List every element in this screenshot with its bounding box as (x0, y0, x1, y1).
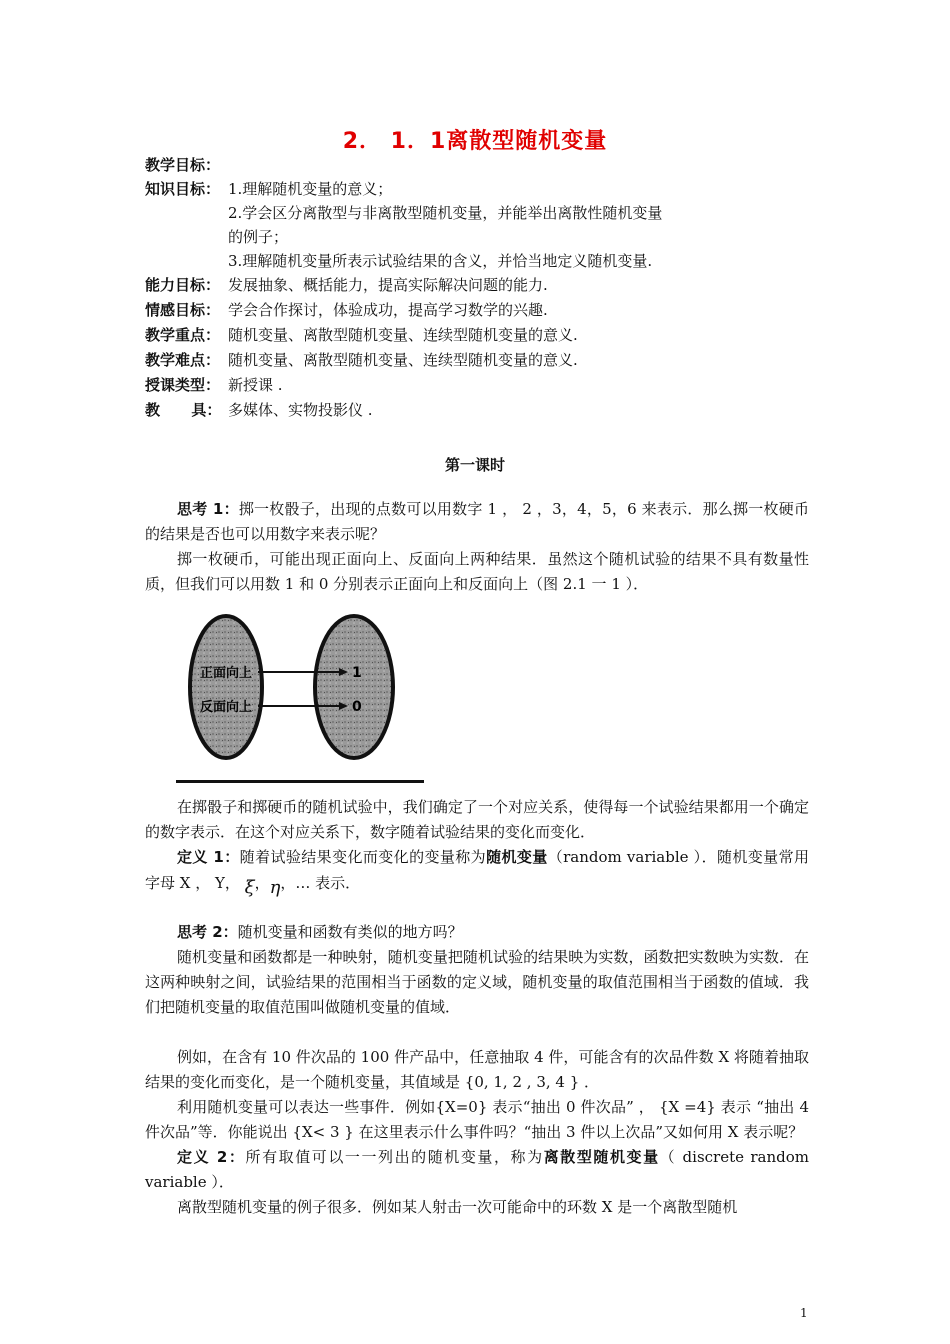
value-zero: 0 (352, 699, 362, 715)
knowledge-item-2: 2.学会区分离散型与非离散型随机变量，并能举出离散性随机变量 (228, 204, 663, 222)
type-text: 新授课 . (228, 376, 283, 394)
figure-baseline (176, 780, 424, 783)
label-tails: 反面向上 (200, 700, 253, 715)
eta-symbol: η (269, 877, 281, 898)
knowledge-item-1: 1.理解随机变量的意义； (228, 180, 393, 198)
def1-text-c: ，… 表示． (280, 874, 361, 892)
think1-text: 掷一枚骰子，出现的点数可以用数字 1 ， 2 ，3，4，5，6 来表示．那么掷一枚硬币的结果是否也可以用数字来表示呢？ (145, 500, 809, 543)
difficulty-row (145, 350, 578, 370)
def2-text-a: 所有取值可以一一列出的随机变量，称为 (245, 1148, 544, 1166)
sample-space-ellipse (190, 616, 262, 758)
definition2-paragraph (145, 1145, 809, 1195)
def1-term: 随机变量 (486, 848, 548, 866)
discrete-examples-paragraph: 离散型随机变量的例子很多．例如某人射击一次可能命中的环数 X 是一个离散型随机 (177, 1198, 738, 1216)
def2-term: 离散型随机变量 (543, 1148, 660, 1166)
ability-row (145, 275, 548, 295)
think2-label: 思考 2： (177, 923, 238, 941)
tools-label: 教 具： (145, 401, 222, 419)
definition1-paragraph: 定义 1：随着试验结果变化而变化的变量称为随机变量（random variable ）．随机变量常用字母 X ， Y， ξ，η，… 表示． (145, 848, 809, 898)
type-label: 授课类型： (145, 376, 221, 394)
def1-text-b: （random variable ）．随机变量常用字母 X ， Y， (145, 848, 809, 892)
key-row (145, 325, 578, 345)
goals-row (145, 155, 220, 175)
ability-label: 能力目标： (145, 276, 221, 294)
label-heads: 正面向上 (200, 666, 253, 681)
knowledge-row (145, 179, 392, 199)
events-paragraph: 利用随机变量可以表达一些事件．例如{X=0} 表示“抽出 0 件次品” ， {X =4} 表示 “抽出 4 件次品”等．你能说出 {X< 3 } 在这里表示什么事件吗？“抽出 3 件以上次品”又如何用 X 表示呢？ (145, 1098, 809, 1141)
tools-text: 多媒体、实物投影仪 . (228, 401, 373, 419)
value-one: 1 (352, 665, 362, 681)
key-text: 随机变量、离散型随机变量、连续型随机变量的意义. (228, 326, 578, 344)
goals-label: 教学目标： (145, 156, 221, 174)
emotion-row (145, 300, 548, 320)
mapping-diagram (176, 607, 426, 787)
page-number: 1 (800, 1306, 808, 1320)
knowledge-item-2-cont: 的例子； (228, 228, 289, 246)
mapping-paragraph: 在掷骰子和掷硬币的随机试验中，我们确定了一个对应关系，使得每一个试验结果都用一个确定的数字表示．在这个对应关系下，数字随着试验结果的变化而变化． (145, 798, 809, 841)
think1-label: 思考 1： (177, 500, 239, 518)
document-title: 2． 1．1离散型随机变量 (342, 129, 608, 154)
difficulty-text: 随机变量、离散型随机变量、连续型随机变量的意义. (228, 351, 578, 369)
think2-text: 随机变量和函数有类似的地方吗？ (237, 923, 463, 941)
think2-paragraph (145, 920, 809, 945)
xi-symbol: ξ (244, 877, 255, 898)
real-number-ellipse (315, 616, 393, 758)
key-label: 教学重点： (145, 326, 221, 344)
coin-paragraph: 掷一枚硬币，可能出现正面向上、反面向上两种结果．虽然这个随机试验的结果不具有数量性质，但我们可以用数 1 和 0 分别表示正面向上和反面向上（图 2.1 一 1 ）． (145, 550, 809, 593)
lesson-heading: 第一课时 (444, 456, 505, 474)
example-paragraph: 例如，在含有 10 件次品的 100 件产品中，任意抽取 4 件，可能含有的次品件数 X 将随着抽取结果的变化而变化，是一个随机变量，其值域是 {0, 1, 2 , 3, 4 } ． (145, 1048, 809, 1091)
def2-label: 定义 2： (177, 1148, 246, 1166)
type-row (145, 375, 283, 395)
knowledge-item-3: 3.理解随机变量所表示试验结果的含义，并恰当地定义随机变量. (228, 252, 653, 270)
difficulty-label: 教学难点： (145, 351, 221, 369)
ability-text: 发展抽象、概括能力，提高实际解决问题的能力. (228, 276, 548, 294)
knowledge-label: 知识目标： (145, 180, 221, 198)
def2-text-b: （ discrete random variable ）． (145, 1148, 809, 1191)
def1-label: 定义 1： (177, 848, 240, 866)
think1-paragraph (145, 497, 809, 547)
emotion-text: 学会合作探讨，体验成功，提高学习数学的兴趣. (228, 301, 548, 319)
mapping-figure (176, 607, 426, 791)
mapping-explanation-paragraph: 随机变量和函数都是一种映射，随机变量把随机试验的结果映为实数，函数把实数映为实数．在这两种映射之间，试验结果的范围相当于函数的定义域，随机变量的取值范围相当于函数的值域．我们把随机变量的取值范围叫做随机变量的值域． (145, 948, 809, 1016)
def1-text-a: 随着试验结果变化而变化的变量称为 (239, 848, 487, 866)
tools-row (145, 400, 373, 420)
emotion-label: 情感目标： (145, 301, 221, 319)
